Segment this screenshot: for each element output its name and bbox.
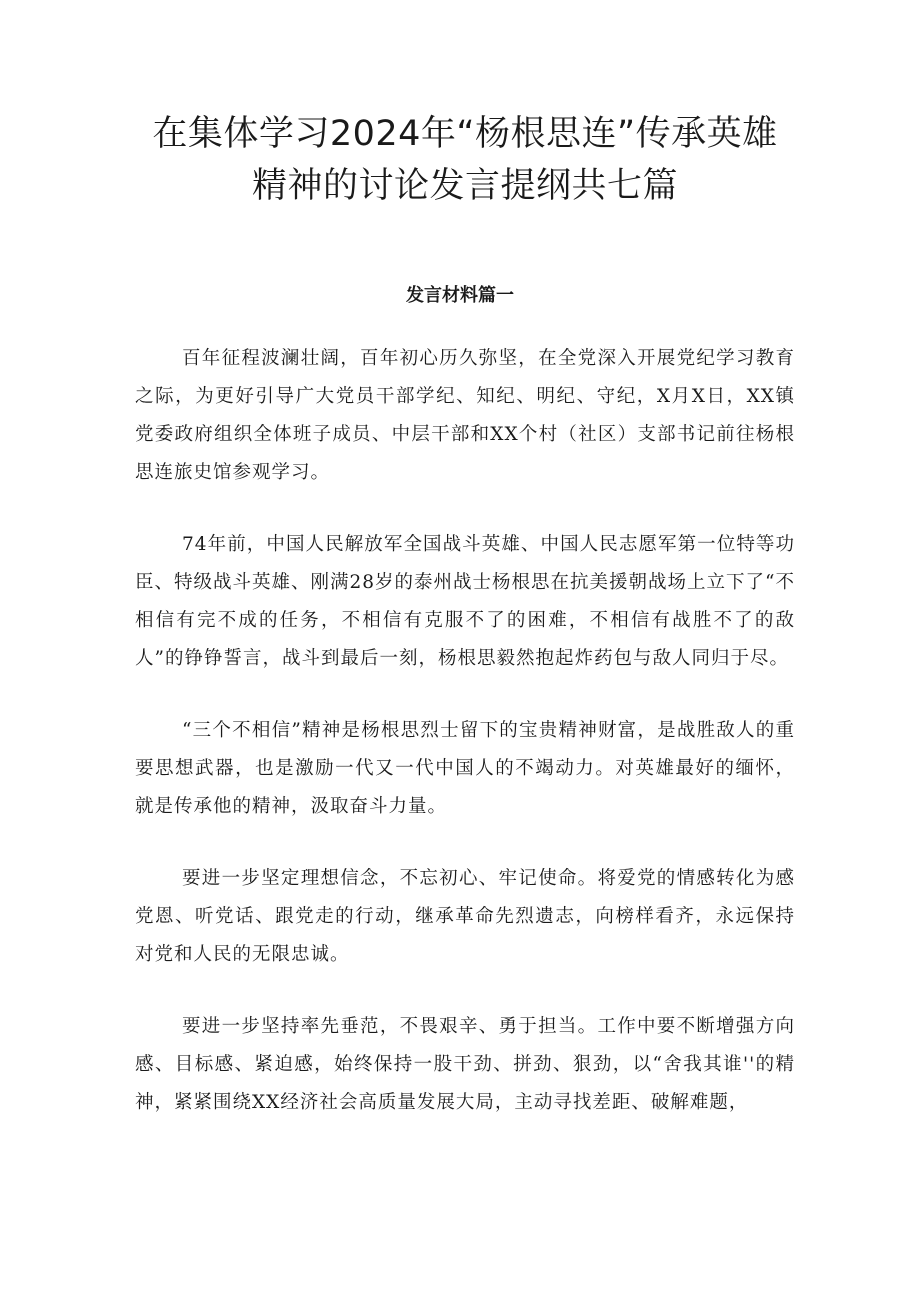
- document-title: [120, 108, 810, 212]
- paragraph-5: 要进一步坚持率先垂范，不畏艰辛、勇于担当。工作中要不断增强方向感、目标感、紧迫感，始终保持一股干劲、拼劲、狠劲，以“舍我其谁''的精神，紧紧围绕XX经济社会高质量发展大局，主动寻找差距、破解难题，: [135, 1016, 795, 1113]
- document-body: [135, 340, 795, 1156]
- paragraph-2: 74年前，中国人民解放军全国战斗英雄、中国人民志愿军第一位特等功臣、特级战斗英雄、刚满28岁的泰州战士杨根思在抗美援朝战场上立下了“不相信有完不成的任务，不相信有克服不了的困难，不相信有战胜不了的敌人”的铮铮誓言，战斗到最后一刻，杨根思毅然抱起炸药包与敌人同归于尽。: [135, 534, 796, 669]
- paragraph-1: 百年征程波澜壮阔，百年初心历久弥坚，在全党深入开展党纪学习教育之际，为更好引导广大党员干部学纪、知纪、明纪、守纪，X月X日，XX镇党委政府组织全体班子成员、中层干部和XX个村（社区）支部书记前往杨根思连旅史馆参观学习。: [135, 348, 795, 483]
- section-heading: 发言材料篇一: [406, 285, 514, 306]
- document-title-line-1: 在集体学习2024年“杨根思连”传承英雄: [152, 114, 778, 154]
- paragraph-4: 要进一步坚定理想信念，不忘初心、牢记使命。将爱党的情感转化为感党恩、听党话、跟党走的行动，继承革命先烈遗志，向榜样看齐，永远保持对党和人民的无限忠诚。: [135, 868, 795, 965]
- document-title-line-2: 精神的讨论发言提纲共七篇: [251, 166, 678, 206]
- paragraph-3: “三个不相信”精神是杨根思烈士留下的宝贵精神财富，是战胜敌人的重要思想武器，也是激励一代又一代中国人的不竭动力。对英雄最好的缅怀，就是传承他的精神，汲取奋斗力量。: [135, 720, 795, 817]
